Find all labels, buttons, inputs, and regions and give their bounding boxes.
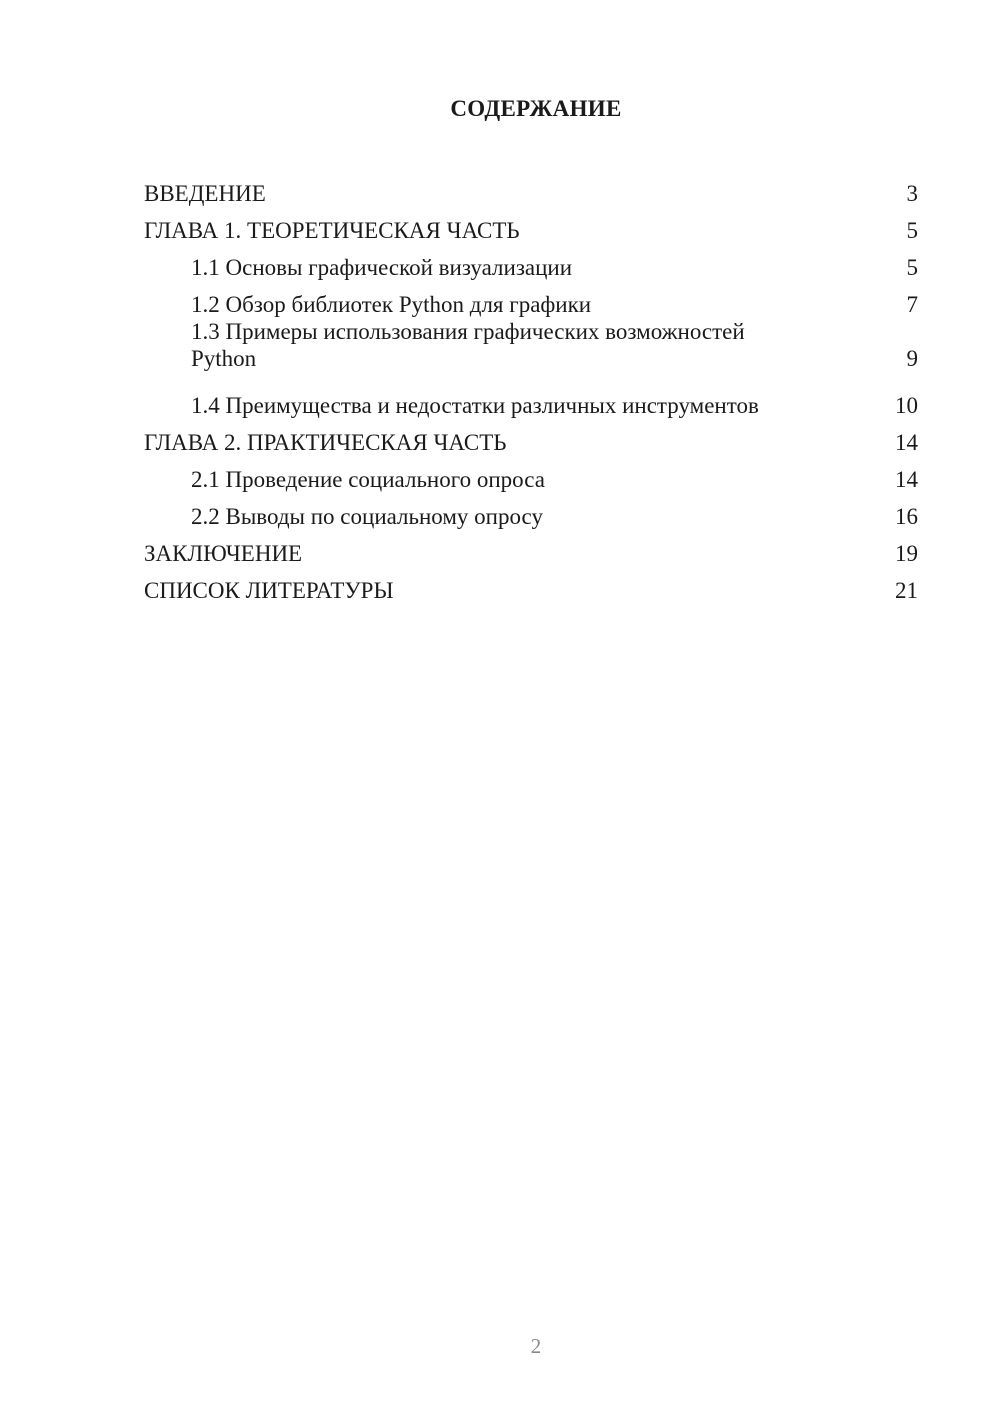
toc-entry-label: 1.1 Основы графической визуализации — [191, 255, 573, 280]
toc-entry-chapter-2[interactable] — [144, 419, 918, 456]
toc-entry-label: 2.2 Выводы по социальному опросу — [191, 504, 543, 529]
toc-entry-page: 14 — [895, 430, 918, 455]
toc-entry-references[interactable] — [144, 567, 918, 604]
toc-entry-page: 16 — [895, 504, 918, 529]
toc-entry-page: 7 — [906, 292, 918, 317]
table-of-contents — [144, 170, 918, 604]
toc-entry-section-1-1[interactable] — [144, 244, 918, 281]
toc-entry-label: 1.2 Обзор библиотек Python для графики — [191, 292, 592, 317]
toc-entry-section-1-3[interactable] — [144, 318, 918, 382]
toc-entry-label: 2.1 Проведение социального опроса — [191, 467, 545, 492]
toc-entry-section-1-4[interactable] — [144, 382, 918, 419]
toc-entry-page: 3 — [906, 181, 918, 206]
toc-entry-chapter-1[interactable] — [144, 207, 918, 244]
toc-entry-conclusion[interactable] — [144, 530, 918, 567]
toc-entry-page: 21 — [895, 578, 918, 603]
toc-entry-label: ЗАКЛЮЧЕНИЕ — [144, 541, 303, 566]
toc-entry-label: ГЛАВА 1. ТЕОРЕТИЧЕСКАЯ ЧАСТЬ — [144, 218, 520, 243]
toc-title: СОДЕРЖАНИЕ — [450, 96, 622, 121]
page-number: 2 — [530, 1334, 542, 1358]
toc-entry-label: ВВЕДЕНИЕ — [144, 181, 266, 206]
toc-entry-section-2-2[interactable] — [144, 493, 918, 530]
toc-entry-section-2-1[interactable] — [144, 456, 918, 493]
toc-entry-label: 1.4 Преимущества и недостатки различных инструментов — [191, 393, 759, 418]
toc-entry-page: 19 — [895, 541, 918, 566]
toc-entry-label: 1.3 Примеры использования графических возможностей Python — [191, 319, 745, 371]
toc-entry-page: 10 — [895, 393, 918, 418]
toc-entry-page: 5 — [906, 255, 918, 280]
toc-entry-introduction[interactable] — [144, 170, 918, 207]
toc-entry-page: 5 — [906, 218, 918, 243]
toc-entry-page: 14 — [895, 467, 918, 492]
toc-entry-section-1-2[interactable] — [144, 281, 918, 318]
toc-entry-label: ГЛАВА 2. ПРАКТИЧЕСКАЯ ЧАСТЬ — [144, 430, 507, 455]
toc-entry-label: СПИСОК ЛИТЕРАТУРЫ — [144, 578, 394, 603]
toc-entry-page: 9 — [906, 346, 918, 371]
